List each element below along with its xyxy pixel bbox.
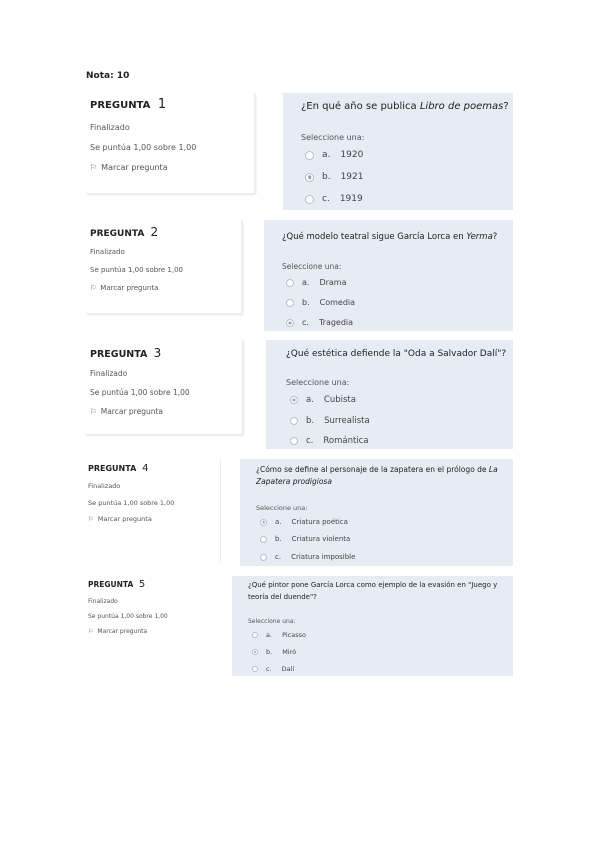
option-b[interactable]: b. Miró	[252, 648, 296, 656]
select-prompt: Seleccione una:	[301, 133, 365, 142]
radio-button-selected[interactable]	[286, 319, 294, 327]
radio-button-selected[interactable]	[260, 519, 267, 526]
question-content-5	[232, 576, 513, 676]
question-text: ¿Qué modelo teatral sigue García Lorca en Yerma?	[282, 232, 498, 242]
status-text: Finalizado	[88, 598, 118, 605]
question-number: 5	[138, 579, 146, 590]
option-label: Tragedia	[318, 318, 354, 327]
question-text: ¿En qué año se publica Libro de poemas?	[301, 101, 509, 112]
question-label: PREGUNTA	[90, 100, 151, 111]
option-b[interactable]: b. Comedia	[286, 298, 355, 307]
option-b[interactable]: b. 1921	[305, 172, 363, 182]
radio-button[interactable]	[305, 195, 314, 204]
option-c[interactable]: c. Criatura imposible	[260, 553, 355, 561]
flag-label: Marcar pregunta	[101, 163, 168, 172]
flag-label: Marcar pregunta	[97, 515, 152, 523]
question-content-3	[266, 340, 513, 449]
option-a[interactable]: a. Drama	[286, 278, 347, 287]
radio-button-selected[interactable]	[290, 396, 298, 404]
question-label: PREGUNTA	[88, 580, 134, 589]
option-label: Criatura poética	[291, 518, 348, 526]
question-content-1	[283, 93, 513, 210]
radio-button-selected[interactable]	[252, 649, 258, 655]
status-text: Finalizado	[88, 482, 121, 490]
grade-label: Nota: 10	[86, 71, 130, 81]
option-label: Criatura imposible	[291, 553, 356, 561]
option-label: 1919	[339, 194, 363, 204]
option-b[interactable]: b. Surrealista	[290, 416, 370, 426]
option-b[interactable]: b. Criatura violenta	[260, 535, 350, 543]
flag-label: Marcar pregunta	[97, 628, 148, 635]
question-title	[88, 579, 145, 590]
option-label: Picasso	[282, 631, 306, 639]
option-label: Miró	[282, 648, 297, 656]
radio-button[interactable]	[252, 666, 258, 672]
option-a[interactable]: a. Cubista	[290, 395, 356, 405]
option-a[interactable]: a. Criatura poética	[260, 518, 348, 526]
question-title	[90, 346, 161, 360]
score-text: Se puntúa 1,00 sobre 1,00	[90, 143, 197, 152]
option-a[interactable]: a. Picasso	[252, 631, 306, 639]
radio-button[interactable]	[290, 437, 298, 445]
question-info-4	[84, 459, 221, 563]
option-label: Criatura violenta	[291, 535, 351, 543]
score-text: Se puntúa 1,00 sobre 1,00	[90, 266, 184, 274]
question-info-5	[84, 576, 214, 656]
select-prompt: Seleccione una:	[248, 618, 296, 625]
select-prompt: Seleccione una:	[286, 378, 350, 387]
question-label: PREGUNTA	[88, 464, 137, 473]
status-text: Finalizado	[90, 248, 125, 256]
option-label: Drama	[319, 278, 347, 287]
option-c[interactable]: c. 1919	[305, 194, 363, 204]
radio-button[interactable]	[290, 417, 298, 425]
option-label: Cubista	[323, 395, 356, 405]
status-text: Finalizado	[90, 369, 128, 378]
radio-button[interactable]	[252, 632, 258, 638]
question-title	[90, 225, 158, 239]
flag-question-button[interactable]	[88, 628, 147, 635]
question-content-4	[240, 459, 513, 566]
flag-label: Marcar pregunta	[100, 284, 159, 292]
question-content-2	[264, 220, 513, 331]
question-info-3	[86, 340, 243, 435]
option-c[interactable]: c. Dalí	[252, 665, 294, 673]
option-a[interactable]: a. 1920	[305, 150, 363, 160]
flag-icon: ⚐	[90, 407, 97, 416]
flag-icon: ⚐	[88, 515, 94, 523]
question-number: 3	[153, 346, 162, 360]
radio-button-selected[interactable]	[305, 173, 314, 182]
flag-question-button[interactable]	[88, 515, 152, 523]
question-text: ¿Qué estética defiende la "Oda a Salvador Dalí"?	[286, 349, 507, 359]
select-prompt: Seleccione una:	[282, 262, 342, 271]
option-label: Surrealista	[324, 416, 370, 426]
option-label: Comedia	[319, 298, 356, 307]
question-label: PREGUNTA	[90, 229, 145, 239]
flag-icon: ⚐	[88, 628, 94, 635]
option-label: Dalí	[281, 665, 295, 673]
flag-icon: ⚐	[90, 163, 98, 172]
question-number: 2	[150, 225, 159, 239]
option-label: 1920	[340, 150, 364, 160]
question-info-2	[86, 220, 242, 314]
question-title	[90, 97, 166, 112]
radio-button[interactable]	[286, 299, 294, 307]
score-text: Se puntúa 1,00 sobre 1,00	[88, 613, 168, 620]
flag-question-button[interactable]	[90, 284, 158, 292]
radio-button[interactable]	[260, 536, 267, 543]
score-text: Se puntúa 1,00 sobre 1,00	[90, 388, 190, 397]
flag-label: Marcar pregunta	[100, 407, 164, 416]
option-c[interactable]: c. Tragedia	[286, 318, 353, 327]
question-info-1	[86, 93, 255, 194]
score-text: Se puntúa 1,00 sobre 1,00	[88, 499, 175, 507]
option-label: Romántica	[323, 436, 369, 446]
question-number: 1	[157, 97, 167, 112]
option-label: 1921	[340, 172, 364, 182]
status-text: Finalizado	[90, 123, 130, 132]
flag-question-button[interactable]	[90, 163, 168, 172]
question-text: ¿Qué pintor pone García Lorca como ejemplo de la evasión en "Juego y teoría del duende"?	[248, 581, 498, 601]
flag-icon: ⚐	[90, 284, 97, 292]
question-label: PREGUNTA	[90, 349, 148, 360]
question-number: 4	[142, 463, 149, 474]
question-text: ¿Cómo se define al personaje de la zapatera en el prólogo de La Zapatera prodigiosa	[256, 465, 498, 486]
flag-question-button[interactable]	[90, 407, 163, 416]
radio-button[interactable]	[260, 554, 267, 561]
select-prompt: Seleccione una:	[256, 504, 308, 512]
question-title	[88, 463, 148, 474]
radio-button[interactable]	[305, 151, 314, 160]
option-c[interactable]: c. Romántica	[290, 436, 369, 446]
radio-button[interactable]	[286, 279, 294, 287]
